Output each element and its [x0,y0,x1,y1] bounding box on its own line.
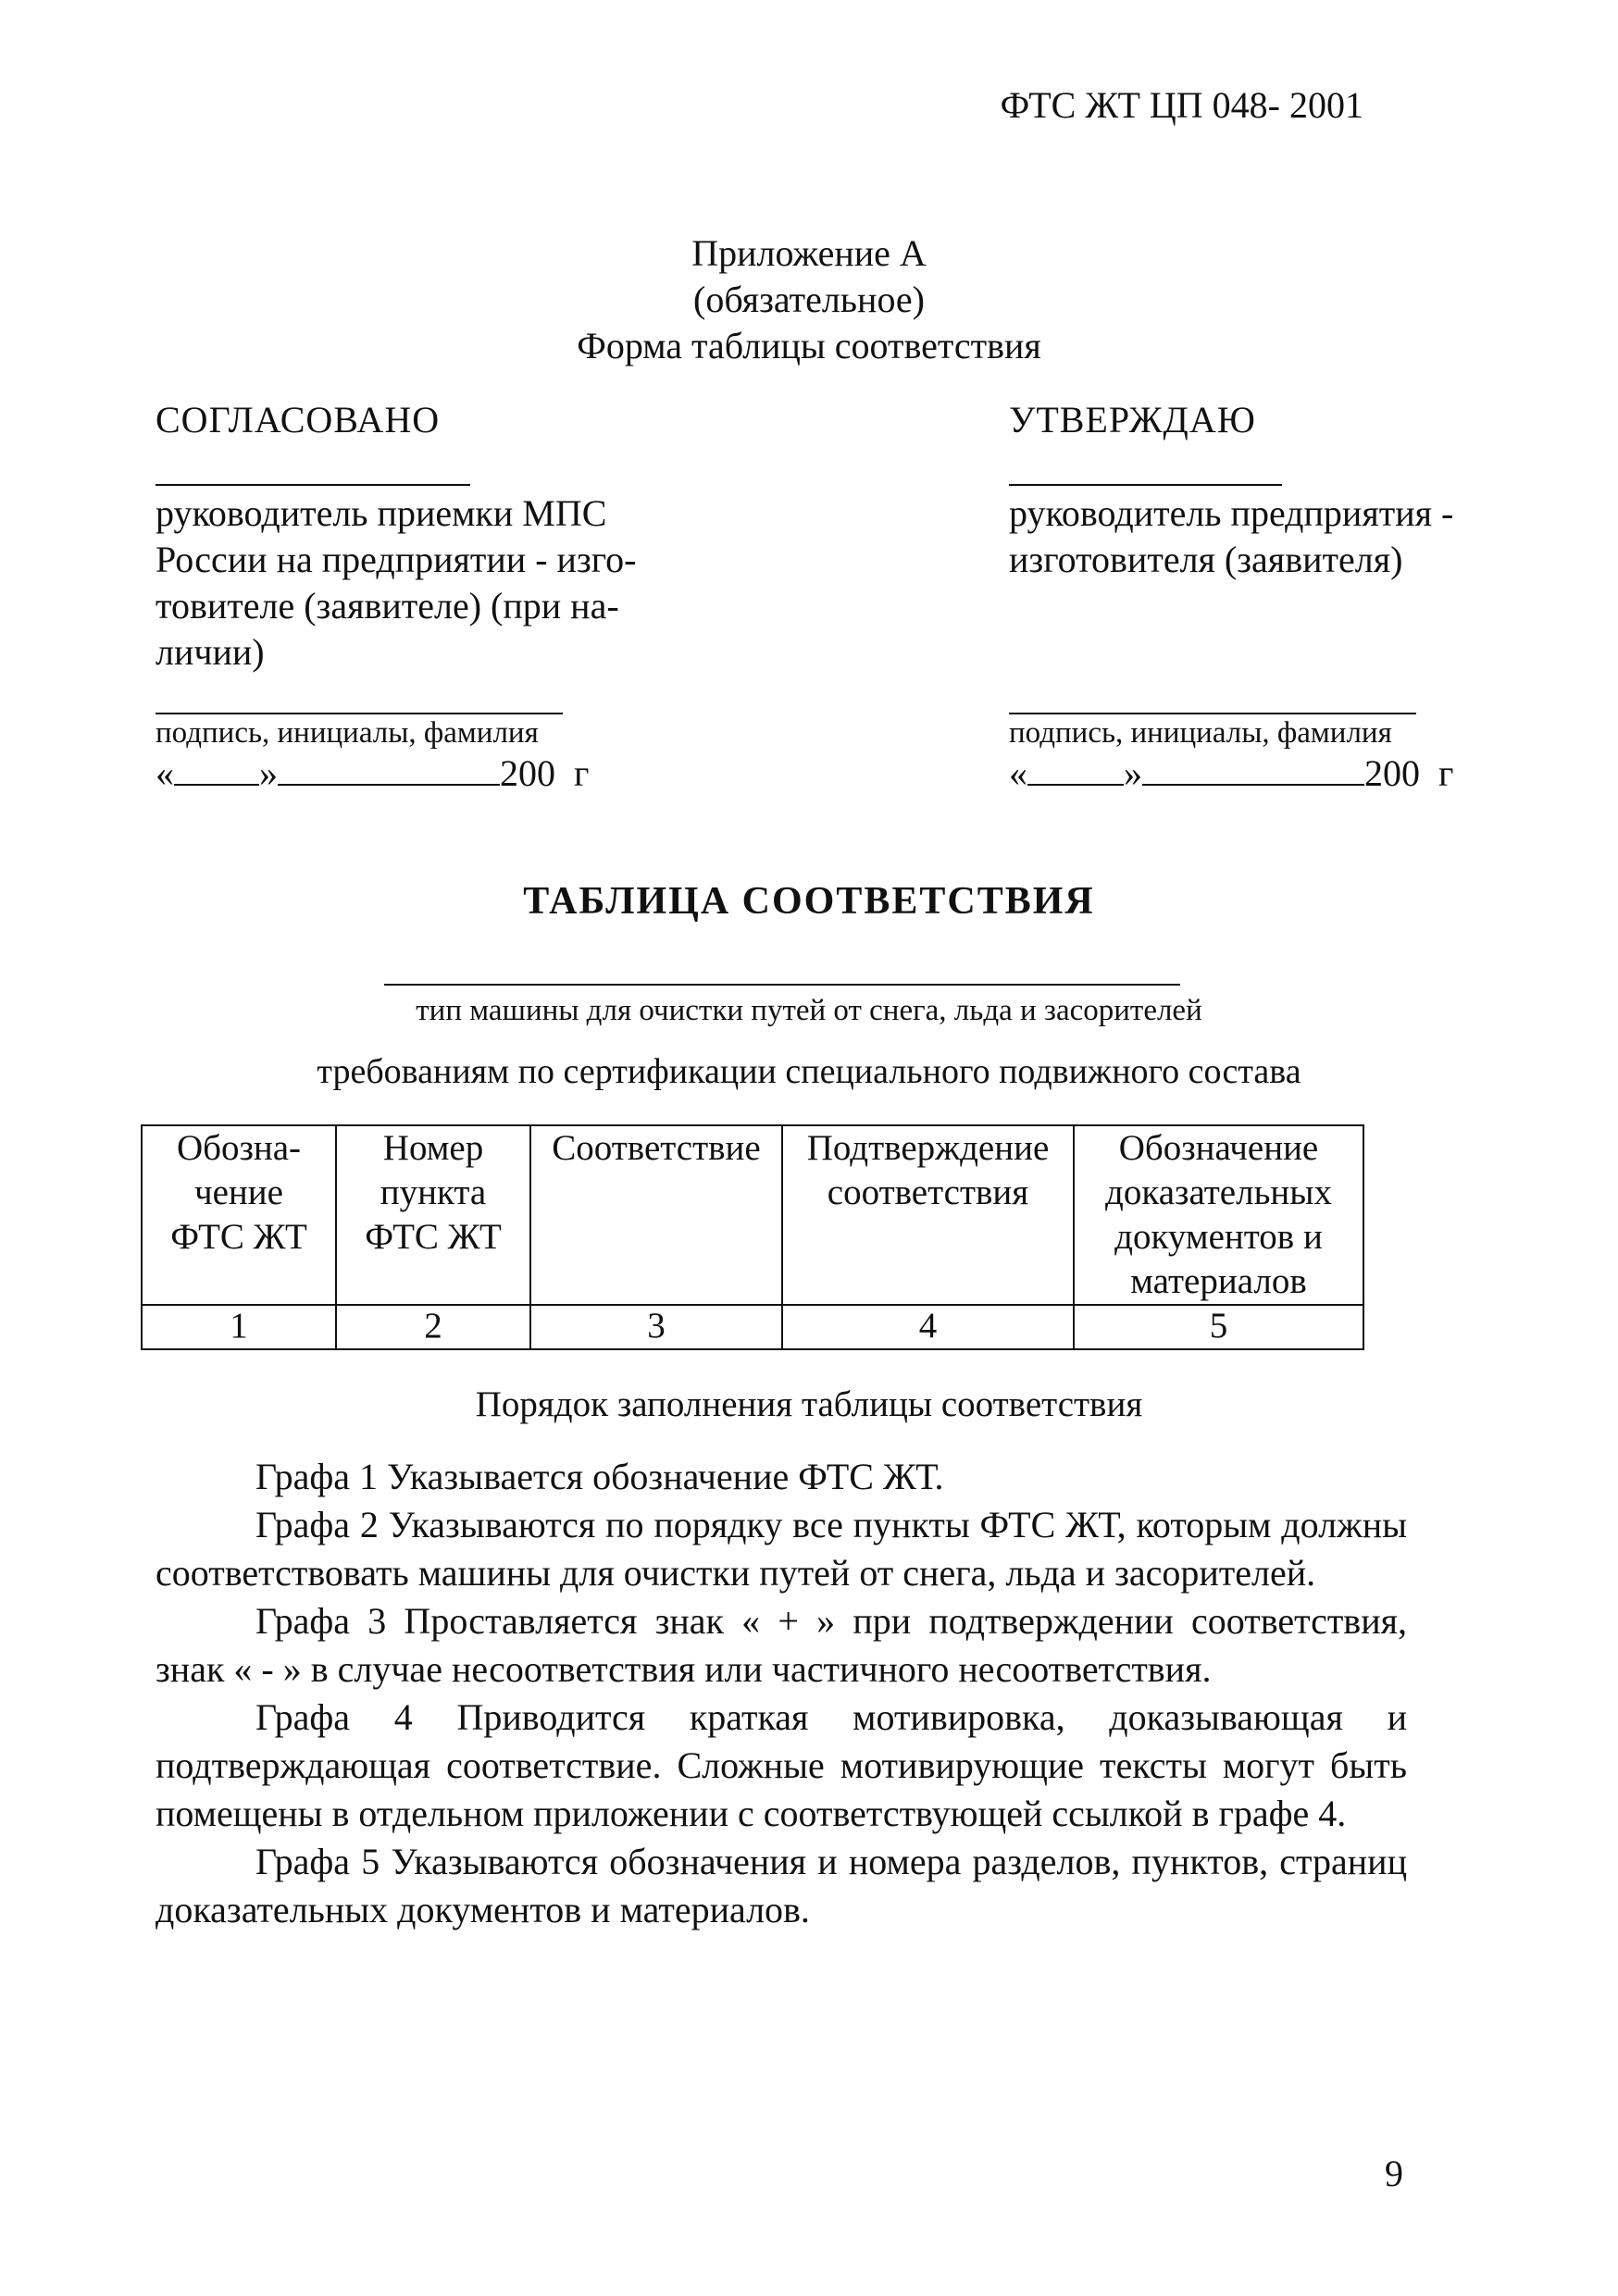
appendix-status: (обязательное) [693,279,925,320]
agreed-role-line: личии) [156,631,265,673]
machine-type-caption: тип машины для очистки путей от снега, льда и засорителей [416,994,1202,1027]
month-blank [278,756,500,786]
form-name: Форма таблицы соответствия [577,325,1041,366]
agreed-role-line: России на предприятии - изго- [156,539,637,580]
order-title: Порядок заполнения таблицы соответствия [475,1384,1143,1424]
agreed-year: 200 [500,752,555,794]
agreed-date [156,751,729,796]
column-number: 5 [1074,1305,1363,1349]
header-line: доказательных [1105,1173,1332,1212]
approved-date [1009,751,1583,796]
approved-heading: УТВЕРЖДАЮ [1009,399,1256,441]
instruction-item: Графа 1 Указывается обозначение ФТС ЖТ. [255,1456,944,1497]
header-line: соответствия [827,1173,1029,1212]
appendix-title: Приложение А [691,232,927,274]
header-line: ФТС ЖТ [170,1217,307,1257]
column-header [1074,1125,1363,1305]
column-number: 2 [336,1305,530,1349]
month-blank [1142,756,1364,786]
agreed-role [156,490,729,676]
header-line: материалов [1130,1261,1307,1301]
page-number: 9 [1385,2153,1403,2194]
document-code: ФТС ЖТ ЦП 048- 2001 [1000,84,1363,126]
agreed-year-suffix: г [574,752,590,794]
header-line: Обозна- [176,1128,302,1168]
approved-role-line: руководитель предприятия - [1009,492,1454,534]
instruction-item: Графа 5 Указываются обозначения и номера разделов, пунктов, страниц доказательных документов и материалов. [156,1841,1407,1930]
column-number: 1 [142,1305,336,1349]
agreed-title-line [156,484,470,486]
agreed-role-line: руководитель приемки МПС [156,492,607,534]
header-line: Обозначение [1118,1128,1319,1168]
agreed-block [156,398,729,442]
column-number: 4 [782,1305,1074,1349]
agreed-signature-label: подпись, инициалы, фамилия [156,716,539,750]
document-title: ТАБЛИЦА СООТВЕТСТВИЯ [523,880,1095,923]
requirements-line: требованиям по сертификации специального подвижного состава [317,1052,1301,1091]
table-row [142,1305,1363,1349]
header-line: пункта [380,1173,487,1212]
approved-year-suffix: г [1438,752,1454,794]
date-quote-open: « [1009,752,1027,794]
approved-role [1009,490,1583,583]
instruction-item: Графа 2 Указываются по порядку все пункты ФТС ЖТ, которым должны соответствовать машины для очистки путей от снега, льда и засорителей. [156,1504,1407,1594]
approved-role-line: изготовителя (заявителя) [1009,539,1403,580]
date-quote-open: « [156,752,174,794]
instruction-item: Графа 3 Проставляется знак « + » при подтверждении соответствия, знак « - » в случае несоответствия или частичного несоответствия. [156,1600,1407,1690]
approved-signature-label: подпись, инициалы, фамилия [1009,716,1392,750]
approved-block [1009,398,1583,442]
column-header [530,1125,782,1305]
day-blank [1027,756,1124,786]
agreed-signature [156,714,729,796]
date-quote-close: » [1124,752,1142,794]
header-line: ФТС ЖТ [365,1217,502,1257]
date-quote-close: » [259,752,278,794]
column-header [782,1125,1074,1305]
instructions [156,1453,1407,1934]
header-line: Соответствие [552,1128,761,1168]
day-blank [174,756,259,786]
machine-type-line [384,984,1180,986]
header-line: чение [194,1173,283,1212]
approved-title-line [1009,484,1282,486]
instruction-item: Графа 4 Приводится краткая мотивировка, доказывающая и подтверждающая соответствие. Сложные мотивирующие тексты могут быть помещены в отдельном приложении с соответствующей ссылкой в графе 4. [156,1696,1407,1834]
table-header-row [142,1125,1363,1305]
header-line: документов и [1114,1217,1323,1257]
approved-signature [1009,714,1583,796]
header-line: Номер [382,1128,484,1168]
column-header [336,1125,530,1305]
conformity-table [141,1124,1364,1350]
column-number: 3 [530,1305,782,1349]
agreed-role-line: товителе (заявителе) (при на- [156,585,619,627]
header-line: Подтверждение [806,1128,1050,1168]
column-header [142,1125,336,1305]
approved-year: 200 [1364,752,1420,794]
agreed-heading: СОГЛАСОВАНО [156,399,441,441]
